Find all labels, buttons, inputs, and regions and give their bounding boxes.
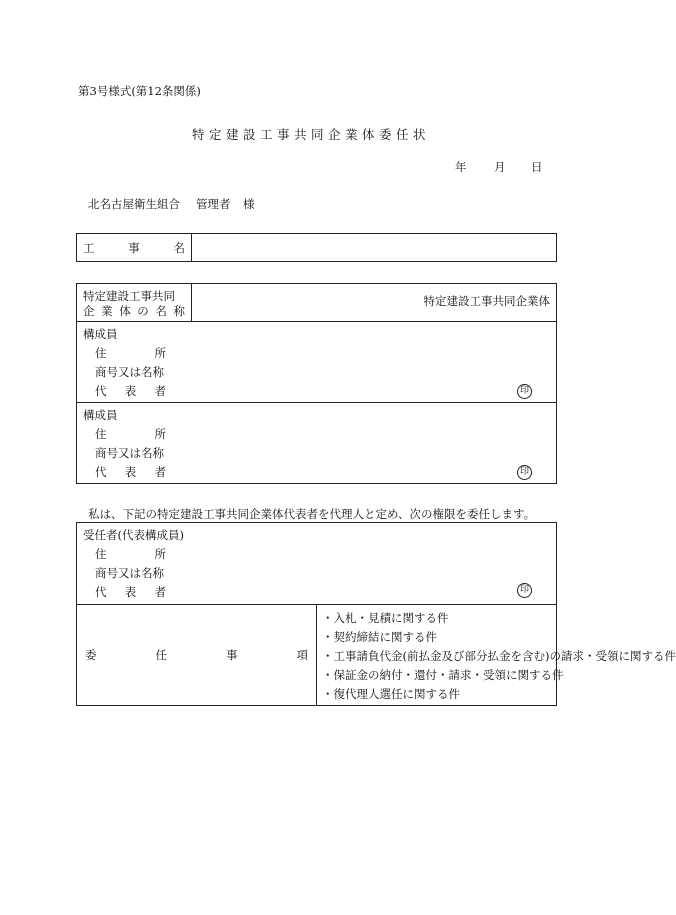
- delegate-company-label: 商号又は名称: [95, 566, 164, 580]
- member-address-label: 住 所: [95, 346, 166, 360]
- member-company-label: 商号又は名称: [95, 446, 164, 460]
- member-rep-label: 代 表 者: [95, 384, 166, 398]
- member-heading: 構成員: [83, 408, 118, 422]
- jv-table: [76, 283, 557, 484]
- form-number: 第3号様式(第12条関係): [78, 84, 201, 98]
- delegate-block[interactable]: [77, 523, 557, 605]
- delegate-rep-label: 代 表 者: [95, 585, 166, 599]
- document-title: 特定建設工事共同企業体委任状: [192, 127, 431, 142]
- jv-name-label-line1: 特定建設工事共同: [83, 289, 175, 303]
- addressee-honorific: 様: [243, 197, 255, 211]
- member-heading: 構成員: [83, 327, 118, 341]
- delegated-matters-list: [317, 605, 676, 706]
- list-item: ・保証金の納付・還付・請求・受領に関する件: [322, 668, 564, 682]
- seal-icon: 印: [517, 384, 532, 399]
- addressee-role: 管理者: [196, 197, 231, 211]
- seal-icon: 印: [517, 465, 532, 480]
- member-company-label: 商号又は名称: [95, 365, 164, 379]
- member-block-1[interactable]: [77, 322, 557, 403]
- list-item: ・入札・見積に関する件: [322, 611, 449, 625]
- member-rep-label: 代 表 者: [95, 465, 166, 479]
- date-year: 年: [455, 160, 467, 174]
- list-item: ・契約締結に関する件: [322, 630, 437, 644]
- project-label: 工 事 名: [83, 241, 185, 255]
- delegate-table: [76, 522, 676, 706]
- addressee-org: 北名古屋衛生組合: [88, 197, 180, 211]
- seal-icon: 印: [517, 583, 532, 598]
- member-block-2[interactable]: [77, 403, 557, 484]
- jv-name-field[interactable]: [192, 284, 557, 322]
- list-item: ・工事請負代金(前払金及び部分払金を含む)の請求・受領に関する件: [322, 649, 676, 663]
- jv-name-suffix: 特定建設工事共同企業体: [423, 294, 550, 308]
- date-month: 月: [494, 160, 506, 174]
- delegate-heading: 受任者(代表構成員): [83, 528, 184, 542]
- project-table: [76, 233, 557, 262]
- delegate-address-label: 住 所: [95, 547, 166, 561]
- jv-name-label-line2: 企 業 体 の 名 称: [83, 304, 185, 318]
- delegated-matters-label: 委 任 事 項: [85, 648, 308, 662]
- jv-name-label-cell: [77, 284, 192, 322]
- delegation-statement: 私は、下記の特定建設工事共同企業体代表者を代理人と定め、次の権限を委任します。: [88, 507, 536, 521]
- project-name-field[interactable]: [192, 234, 557, 262]
- member-address-label: 住 所: [95, 427, 166, 441]
- delegated-matters-label-cell: [77, 605, 317, 706]
- list-item: ・復代理人選任に関する件: [322, 687, 460, 701]
- date-day: 日: [531, 160, 543, 174]
- project-label-cell: [77, 234, 192, 262]
